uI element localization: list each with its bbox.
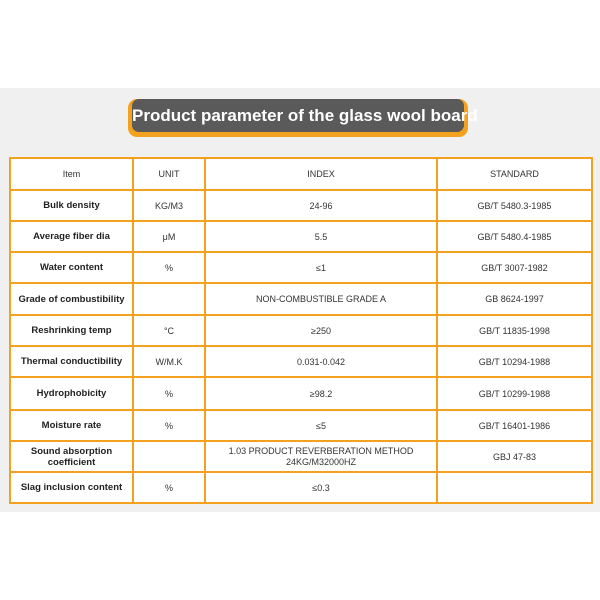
table-row [10,346,592,377]
row-unit: KG/M3 [133,190,205,221]
row-item: Water content [10,252,133,283]
row-standard: GB/T 16401-1986 [437,410,592,441]
row-item: Reshrinking temp [10,315,133,346]
row-item: Slag inclusion content [10,472,133,503]
table-row [10,410,592,441]
row-unit: % [133,377,205,410]
row-unit: % [133,410,205,441]
title-banner [128,99,478,137]
row-index: 0.031-0.042 [205,346,437,377]
row-index: 5.5 [205,221,437,252]
row-unit: μM [133,221,205,252]
row-item: Bulk density [10,190,133,221]
row-index: 24-96 [205,190,437,221]
table-row [10,315,592,346]
row-index: ≥250 [205,315,437,346]
parameter-table [9,157,593,504]
table-row [10,472,592,503]
row-item: Sound absorption coefficient [10,441,133,472]
row-standard [437,472,592,503]
row-unit: % [133,252,205,283]
row-item: Average fiber dia [10,221,133,252]
table-header-row [10,158,592,190]
table-row [10,283,592,315]
header-item: Item [10,158,133,190]
row-standard: GB/T 10299-1988 [437,377,592,410]
header-index: INDEX [205,158,437,190]
table-row [10,441,592,472]
row-index: ≤5 [205,410,437,441]
row-item: Moisture rate [10,410,133,441]
row-item: Hydrophobicity [10,377,133,410]
table-row [10,221,592,252]
page-title: Product parameter of the glass wool board [132,99,464,132]
row-unit [133,283,205,315]
row-index: 1.03 PRODUCT REVERBERATION METHOD 24KG/M32000HZ [205,441,437,472]
row-unit: °C [133,315,205,346]
table-row [10,377,592,410]
row-index: ≥98.2 [205,377,437,410]
row-index: ≤0.3 [205,472,437,503]
row-standard: GBJ 47-83 [437,441,592,472]
row-item: Grade of combustibility [10,283,133,315]
table-row [10,190,592,221]
row-item: Thermal conductibility [10,346,133,377]
header-unit: UNIT [133,158,205,190]
row-index: ≤1 [205,252,437,283]
row-standard: GB/T 5480.3-1985 [437,190,592,221]
row-standard: GB/T 3007-1982 [437,252,592,283]
row-index: NON-COMBUSTIBLE GRADE A [205,283,437,315]
row-standard: GB/T 11835-1998 [437,315,592,346]
row-standard: GB 8624-1997 [437,283,592,315]
row-standard: GB/T 10294-1988 [437,346,592,377]
row-standard: GB/T 5480.4-1985 [437,221,592,252]
row-unit [133,441,205,472]
table-row [10,252,592,283]
row-unit: W/M.K [133,346,205,377]
header-standard: STANDARD [437,158,592,190]
row-unit: % [133,472,205,503]
